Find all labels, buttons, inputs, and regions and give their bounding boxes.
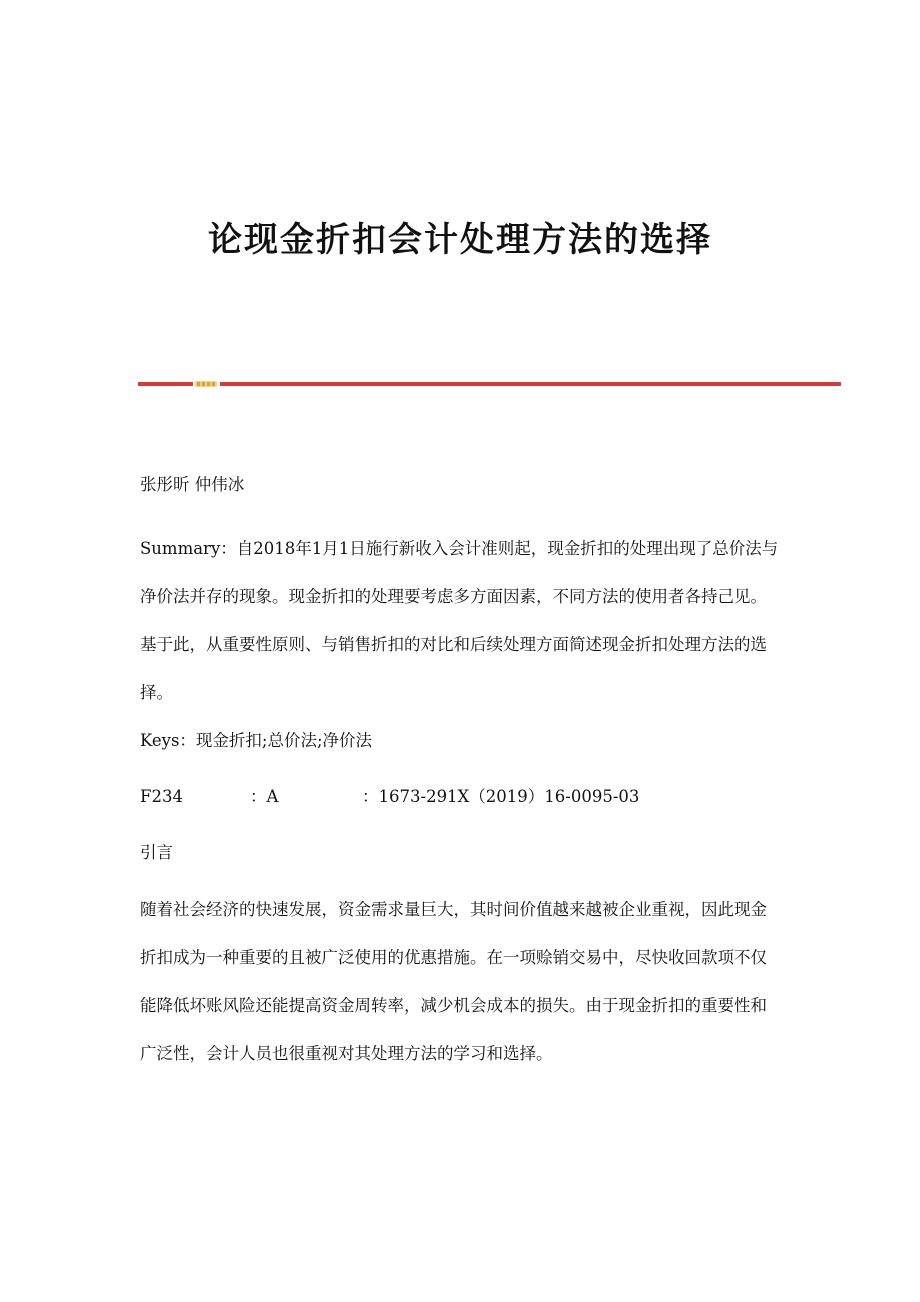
intro-paragraph: 随着社会经济的快速发展，资金需求量巨大，其时间价值越来越被企业重视，因此现金折扣成为一种重要的且被广泛使用的优惠措施。在一项赊销交易中，尽快收回款项不仅能降低坏账风险还能提高资金周转率，减少机会成本的损失。由于现金折扣的重要性和广泛性，会计人员也很重视对其处理方法的学习和选择。	[140, 900, 767, 1063]
page-title: 论现金折扣会计处理方法的选择	[208, 220, 712, 260]
summary-paragraph: Summary：自2018年1月1日施行新收入会计准则起，现金折扣的处理出现了总价法与净价法并存的现象。现金折扣的处理要考虑多方面因素，不同方法的使用者各持己见。基于此，从重要性原则、与销售折扣的对比和后续处理方面简述现金折扣处理方法的选择。	[140, 539, 779, 702]
divider-ornament-icon	[195, 380, 217, 388]
title-divider	[138, 380, 841, 388]
document-code: ：A	[250, 787, 279, 806]
keywords: Keys：现金折扣;总价法;净价法	[140, 731, 373, 750]
classification-number: F234	[140, 787, 183, 806]
authors: 张彤昕 仲伟冰	[140, 475, 245, 494]
section-heading-intro: 引言	[140, 843, 173, 862]
article-meta	[140, 782, 780, 811]
article-id: ：1673-291X（2019）16-0095-03	[362, 787, 640, 806]
divider-right-segment	[220, 382, 841, 386]
divider-left-segment	[138, 382, 193, 386]
